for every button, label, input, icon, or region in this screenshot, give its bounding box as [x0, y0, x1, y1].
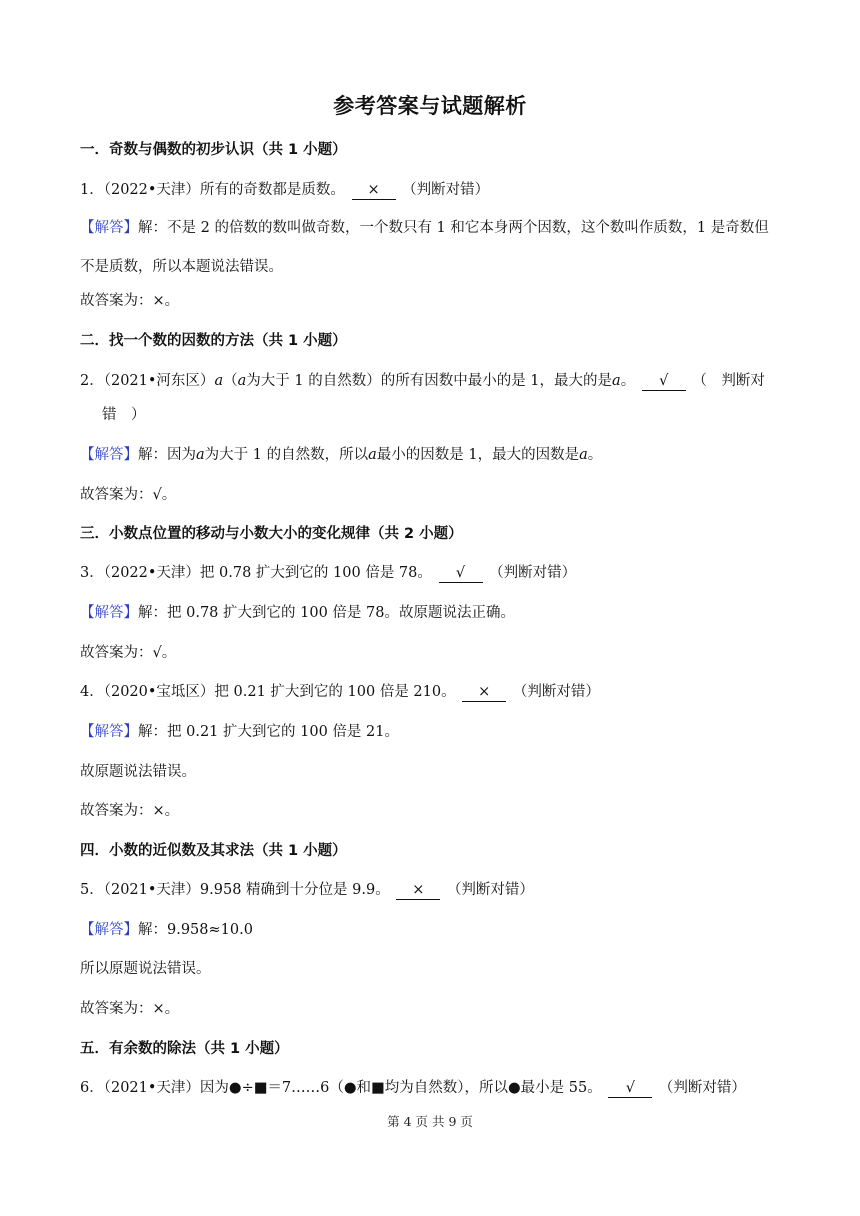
question-6-answer: √: [608, 1080, 652, 1098]
question-5-suffix: （判断对错）: [446, 882, 534, 898]
section-heading-3: 三．小数点位置的移动与小数大小的变化规律（共 2 小题）: [80, 526, 463, 542]
section-heading-4: 四．小数的近似数及其求法（共 1 小题）: [80, 843, 347, 859]
section-heading-2: 二．找一个数的因数的方法（共 1 小题）: [80, 333, 347, 349]
question-5: [80, 880, 780, 900]
question-5-solution: [80, 920, 780, 940]
question-2-stem-b: （: [223, 373, 238, 389]
question-2: [80, 371, 780, 391]
question-2-var: a: [579, 447, 588, 463]
question-4-final-answer: 故答案为：×。: [80, 803, 180, 819]
question-2-sol-b: 为大于 1 的自然数，所以: [204, 447, 369, 463]
question-2-suffix-wrap: 错 ）: [102, 407, 146, 423]
question-1-suffix: （判断对错）: [402, 182, 490, 198]
question-2-var: a: [237, 373, 247, 389]
question-3-solution-text: 解：把 0.78 扩大到它的 100 倍是 78。故原题说法正确。: [138, 605, 515, 621]
question-4-answer: ×: [462, 684, 506, 702]
question-2-var: a: [196, 447, 205, 463]
question-2-stem-d: 。: [620, 373, 636, 389]
question-5-answer: ×: [396, 882, 440, 900]
question-1-solution: [80, 209, 780, 287]
page-footer: 第 4 页 共 9 页: [387, 1114, 473, 1129]
question-3-stem: 3．（2022•天津）把 0.78 扩大到它的 100 倍是 78。: [80, 565, 432, 581]
question-1-solution-text: 解：不是 2 的倍数的数叫做奇数，一个数只有 1 和它本身两个因数，这个数叫作质数，1 是奇数但不是质数，所以本题说法错误。: [80, 220, 769, 275]
question-1: [80, 180, 780, 200]
question-1-stem: 1．（2022•天津）所有的奇数都是质数。: [80, 182, 345, 198]
question-2-stem-a: 2．（2021•河东区）: [80, 373, 215, 389]
question-5-solution-line2: 所以原题说法错误。: [80, 961, 211, 977]
question-3-final-answer: 故答案为：√。: [80, 645, 177, 661]
section-heading-5: 五．有余数的除法（共 1 小题）: [80, 1041, 289, 1057]
solution-tag: 【解答】: [80, 724, 138, 740]
solution-tag: 【解答】: [80, 605, 138, 621]
question-2-answer: √: [642, 373, 686, 391]
solution-tag: 【解答】: [80, 447, 138, 463]
question-3-solution: [80, 603, 780, 623]
question-2-final-answer: 故答案为：√。: [80, 487, 177, 503]
question-4-suffix: （判断对错）: [512, 684, 600, 700]
section-heading-1: 一．奇数与偶数的初步认识（共 1 小题）: [80, 142, 347, 158]
question-3-suffix: （判断对错）: [489, 565, 577, 581]
question-2-solution: [80, 445, 780, 465]
question-1-final-answer: 故答案为：×。: [80, 293, 180, 309]
question-2-var: a: [612, 373, 621, 389]
question-5-solution-text: 解：9.958≈10.0: [138, 922, 253, 938]
question-3: [80, 563, 780, 583]
question-5-final-answer: 故答案为：×。: [80, 1001, 180, 1017]
question-4: [80, 682, 780, 702]
question-6: [80, 1078, 780, 1098]
question-2-sol-d: 。: [587, 447, 603, 463]
question-2-sol-a: 解：因为: [138, 447, 196, 463]
question-1-answer: ×: [352, 182, 396, 200]
question-6-stem: 6．（2021•天津）因为●÷■＝7……6（●和■均为自然数），所以●最小是 55。: [80, 1080, 602, 1096]
question-5-stem: 5．（2021•天津）9.958 精确到十分位是 9.9。: [80, 882, 390, 898]
question-4-solution-line2: 故原题说法错误。: [80, 764, 196, 780]
solution-tag: 【解答】: [80, 922, 138, 938]
question-2-suffix: （ 判断对: [692, 373, 765, 389]
question-4-solution: [80, 722, 780, 742]
question-2-sol-c: 最小的因数是 1，最大的因数是: [376, 447, 580, 463]
question-2-stem-c: 为大于 1 的自然数）的所有因数中最小的是 1，最大的是: [246, 373, 613, 389]
page-title: 参考答案与试题解析: [333, 94, 527, 118]
question-2-var: a: [368, 447, 377, 463]
question-6-suffix: （判断对错）: [658, 1080, 746, 1096]
question-4-solution-text: 解：把 0.21 扩大到它的 100 倍是 21。: [138, 724, 399, 740]
solution-tag: 【解答】: [80, 220, 138, 236]
question-2-var: a: [214, 373, 224, 389]
question-4-stem: 4．（2020•宝坻区）把 0.21 扩大到它的 100 倍是 210。: [80, 684, 456, 700]
question-3-answer: √: [439, 565, 483, 583]
